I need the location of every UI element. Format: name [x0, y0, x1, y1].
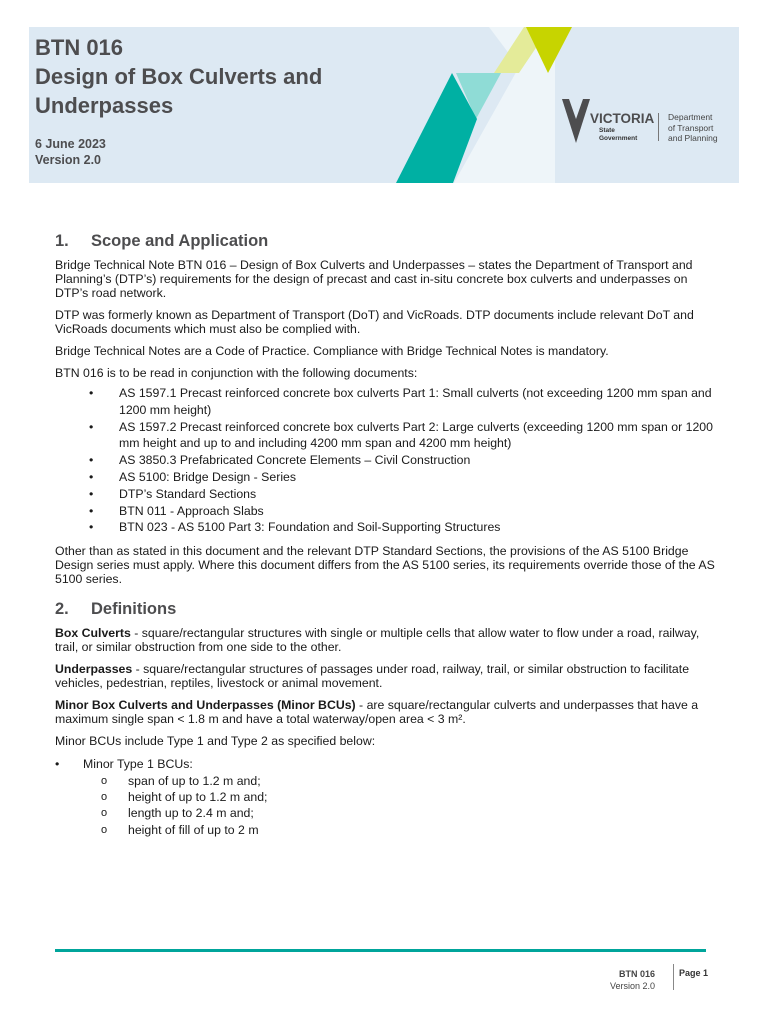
logo-state-line1: State [599, 127, 615, 134]
definition-minor-bcus [55, 698, 715, 726]
definition-text: - square/rectangular structures of passages under road, railway, trail, or similar obstruction to facilitate vehicles, pedestrian, reptiles, livestock or animal movement. [55, 662, 690, 691]
section-1-title: Scope and Application [91, 232, 269, 250]
footer-version: Version 2.0 [609, 981, 655, 991]
title-line-2: Design of Box Culverts and [35, 64, 323, 89]
document-meta [35, 136, 106, 168]
title-line-3: Underpasses [35, 93, 174, 118]
page-number: Page 1 [679, 968, 709, 978]
section-2-title: Definitions [91, 600, 177, 619]
scope-paragraph-4: BTN 016 is to be read in conjunction with the following documents: [55, 366, 418, 380]
reference-documents-list [55, 385, 715, 536]
term-underpasses: Underpasses [55, 662, 133, 677]
list-item: • DTP’s Standard Sections [55, 486, 715, 503]
logo-state-line2: Government [599, 134, 638, 142]
minor-bcu-types-intro: Minor BCUs include Type 1 and Type 2 as specified below: [55, 734, 376, 749]
logo-divider [658, 113, 659, 141]
section-1-heading [55, 230, 715, 252]
section-1-number: 1. [55, 232, 69, 250]
list-item: o height of up to 1.2 m and; [101, 789, 715, 805]
list-item: o span of up to 1.2 m and; [101, 773, 715, 789]
scope-paragraph-1: Bridge Technical Note BTN 016 – Design of Box Culverts and Underpasses – states the Department of Transport and Planning’s (DTP’s) requirements for the design of precast and cast in-situ concrete box culverts and underpasses on DTP’s road network. [55, 258, 693, 300]
logo-state-text [599, 127, 637, 142]
section-2-number: 2. [55, 600, 69, 619]
type1-criteria-list [101, 773, 715, 839]
definition-box-culverts [55, 626, 715, 654]
document-date: 6 June 2023 [35, 137, 106, 151]
list-item: • AS 1597.1 Precast reinforced concrete box culverts Part 1: Small culverts (not exceeding 1200 mm span and 1200 mm height) [55, 385, 715, 419]
document-body [55, 230, 715, 838]
list-item: o height of fill of up to 2 m [101, 822, 715, 838]
type1-label: Minor Type 1 BCUs: [83, 757, 193, 772]
footer-doc-id: BTN 016 [618, 969, 655, 979]
scope-paragraph-3: Bridge Technical Notes are a Code of Practice. Compliance with Bridge Technical Notes is mandatory. [55, 344, 609, 358]
minor-bcu-types-list [55, 756, 715, 838]
title-line-1: BTN 016 [35, 35, 124, 60]
scope-paragraph-5: Other than as stated in this document and the relevant DTP Standard Sections, the provisions of the AS 5100 Bridge Design series must apply. Where this document differs from the AS 5100 series, its requirements override those of the AS 5100 series. [55, 544, 715, 587]
header-banner [29, 27, 739, 183]
list-item: • AS 5100: Bridge Design - Series [55, 469, 715, 486]
logo-wordmark: VICTORIA [590, 111, 655, 126]
footer-document-info [610, 968, 655, 992]
definition-text: - are square/rectangular culverts and underpasses that have a maximum single span < 1.8 m and have a total waterway/open area < 3 m². [55, 698, 699, 727]
document-title [35, 33, 322, 120]
list-item: • AS 1597.2 Precast reinforced concrete box culverts Part 2: Large culverts (exceeding 1200 mm span or 1200 mm height and up to and including 4200 mm span and 4200 mm height) [55, 419, 715, 453]
document-version: Version 2.0 [35, 153, 102, 167]
department-name [668, 112, 728, 144]
definition-underpasses [55, 662, 715, 690]
dept-line-1: Department [668, 112, 713, 122]
dept-line-3: and Planning [668, 133, 718, 143]
list-item: • AS 3850.3 Prefabricated Concrete Elements – Civil Construction [55, 452, 715, 469]
list-item [55, 756, 715, 838]
footer-divider [673, 964, 674, 990]
definition-text: - square/rectangular structures with single or multiple cells that allow water to flow under a road, railway, trail, or similar obstruction from one side to the other. [55, 626, 700, 655]
victoria-government-logo [560, 97, 722, 145]
list-item: • BTN 011 - Approach Slabs [55, 503, 715, 520]
list-item: o length up to 2.4 m and; [101, 805, 715, 821]
term-minor-bcus: Minor Box Culverts and Underpasses (Minor BCUs) [55, 698, 356, 713]
dept-line-2: of Transport [668, 122, 714, 133]
term-box-culverts: Box Culverts [55, 626, 131, 641]
footer-rule [55, 949, 706, 952]
list-item: • BTN 023 - AS 5100 Part 3: Foundation and Soil-Supporting Structures [55, 519, 715, 536]
scope-paragraph-2: DTP was formerly known as Department of Transport (DoT) and VicRoads. DTP documents include relevant DoT and VicRoads documents which must also be complied with. [55, 308, 694, 336]
section-2-heading [55, 598, 715, 620]
